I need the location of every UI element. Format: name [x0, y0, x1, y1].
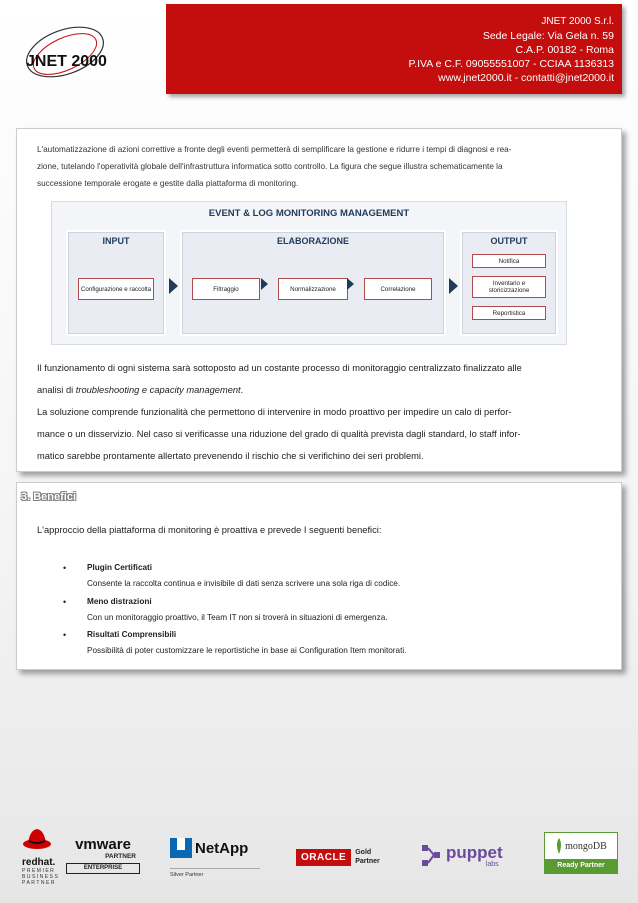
intro-line: L'automatizzazione di azioni correttive a fronte degli eventi permetterà di semplificare la gestione e ridurre i tempi di diagnosi e rea-	[37, 145, 512, 154]
bullet-icon: •	[63, 630, 67, 640]
mongodb-logo	[544, 832, 618, 874]
para-text: .	[240, 385, 244, 395]
section-intro: L'approccio della piattaforma di monitoring è proattiva e prevede I seguenti benefici:	[37, 525, 382, 535]
arrow-icon	[261, 278, 268, 290]
logo-text: JNET 2000	[26, 53, 107, 70]
oracle-partner: Partner	[355, 858, 380, 865]
paragraph-funzionamento	[37, 357, 617, 401]
diagram-input-column	[66, 230, 166, 336]
intro-text	[37, 141, 615, 192]
oracle-logo	[296, 842, 406, 872]
netapp-silver: Silver Partner	[170, 868, 260, 878]
diagram-elaborazione-column	[180, 230, 446, 336]
puppet-logo	[420, 836, 524, 876]
vmware-logo	[66, 836, 140, 882]
benefit-title: Meno distrazioni	[87, 597, 152, 606]
para-line: Il funzionamento di ogni sistema sarà sottoposto ad un costante processo di monitoraggio centralizzato finalizzato alle	[37, 363, 522, 373]
input-title: INPUT	[102, 236, 130, 246]
oracle-gold-partner	[355, 848, 380, 866]
box-filtraggio: Filtraggio	[192, 278, 260, 300]
box-reportistica: Reportistica	[472, 306, 546, 320]
vmware-text: vmware	[75, 836, 131, 853]
para-line: matico sarebbe prontamente allertato prevenendo il rischio che si verifichino dei seri problemi.	[37, 451, 424, 461]
mongodb-ready: Ready Partner	[545, 859, 617, 873]
benefit-desc: Possibilità di poter customizzare le reportistiche in base ai Configuration Item monitorati.	[87, 646, 407, 655]
puppet-labs: labs	[485, 861, 499, 868]
redhat-logo	[22, 826, 58, 896]
arrow-icon	[347, 278, 354, 290]
mongodb-text: mongoDB	[565, 840, 607, 852]
puppet-icon	[420, 843, 444, 869]
diagram-title: EVENT & LOG MONITORING MANAGEMENT	[208, 208, 410, 219]
box-configurazione: Configurazione e raccolta	[78, 278, 154, 300]
content-box-benefici	[16, 482, 622, 670]
oracle-gold: Gold	[355, 849, 372, 856]
netapp-n-icon	[170, 838, 192, 858]
redhat-partner: PARTNER	[22, 880, 56, 886]
box-notifica: Notifica	[472, 254, 546, 268]
para-line: La soluzione comprende funzionalità che permettono di intervenire in modo proattivo per impedire un calo di perfor-	[37, 407, 512, 417]
netapp-logo	[170, 838, 260, 886]
elaborazione-title: ELABORAZIONE	[277, 236, 349, 246]
redhat-text: redhat.	[22, 857, 56, 868]
benefit-desc: Con un monitoraggio proattivo, il Team IT non si troverà in situazioni di emergenza.	[87, 613, 388, 622]
arrow-icon	[169, 278, 178, 294]
redhat-hat-icon	[22, 826, 52, 852]
bullet-icon: •	[63, 597, 67, 607]
benefit-desc: Consente la raccolta continua e invisibile di dati senza scrivere una sola riga di codice.	[87, 579, 401, 588]
company-address: Sede Legale: Via Gela n. 59	[482, 30, 614, 42]
intro-line: successione temporale erogate e gestite dalla piattaforma di monitoring.	[37, 179, 299, 188]
mongodb-leaf-icon	[555, 838, 563, 854]
para-line: mance o un disservizio. Nel caso si verificasse una riduzione del grado di qualità prevista dagli standard, lo staff infor-	[37, 429, 521, 439]
vmware-partner: PARTNER	[105, 853, 136, 860]
monitoring-diagram	[51, 201, 567, 345]
redhat-premier: PREMIER	[22, 868, 56, 874]
benefit-title: Plugin Certificati	[87, 563, 153, 572]
bullet-icon: •	[63, 563, 67, 573]
intro-line: zione, tutelando l'operatività globale dell'infrastruttura informatica sotto controllo. La figura che segue illustra schematicamente la	[37, 162, 503, 171]
vmware-enterprise: ENTERPRISE	[66, 863, 140, 874]
para-italic: troubleshooting e capacity management	[75, 385, 241, 395]
output-title: OUTPUT	[490, 236, 528, 246]
paragraph-soluzione	[37, 401, 617, 467]
header-contact-box	[166, 4, 622, 94]
netapp-text: NetApp	[195, 839, 249, 857]
company-web: www.jnet2000.it - contatti@jnet2000.it	[438, 72, 614, 84]
company-cap: C.A.P. 00182 - Roma	[515, 44, 614, 56]
content-box-monitoring	[16, 128, 622, 472]
box-correlazione: Correlazione	[364, 278, 432, 300]
box-normalizzazione: Normalizzazione	[278, 278, 348, 300]
company-piva: P.IVA e C.F. 09055551007 - CCIAA 1136313	[408, 58, 614, 70]
para-line	[37, 379, 617, 401]
jnet-logo	[20, 22, 160, 92]
section-title: 3. Benefici	[21, 491, 77, 503]
redhat-business: BUSINESS	[22, 874, 60, 880]
company-name: JNET 2000 S.r.l.	[541, 16, 614, 27]
puppet-text: puppet	[446, 843, 503, 862]
benefit-title: Risultati Comprensibili	[87, 630, 177, 639]
para-text: analisi di	[37, 385, 76, 395]
arrow-icon	[449, 278, 458, 294]
diagram-output-column	[460, 230, 558, 336]
oracle-text: ORACLE	[296, 849, 351, 866]
box-inventario: Inventario e storicizzazione	[472, 276, 546, 298]
